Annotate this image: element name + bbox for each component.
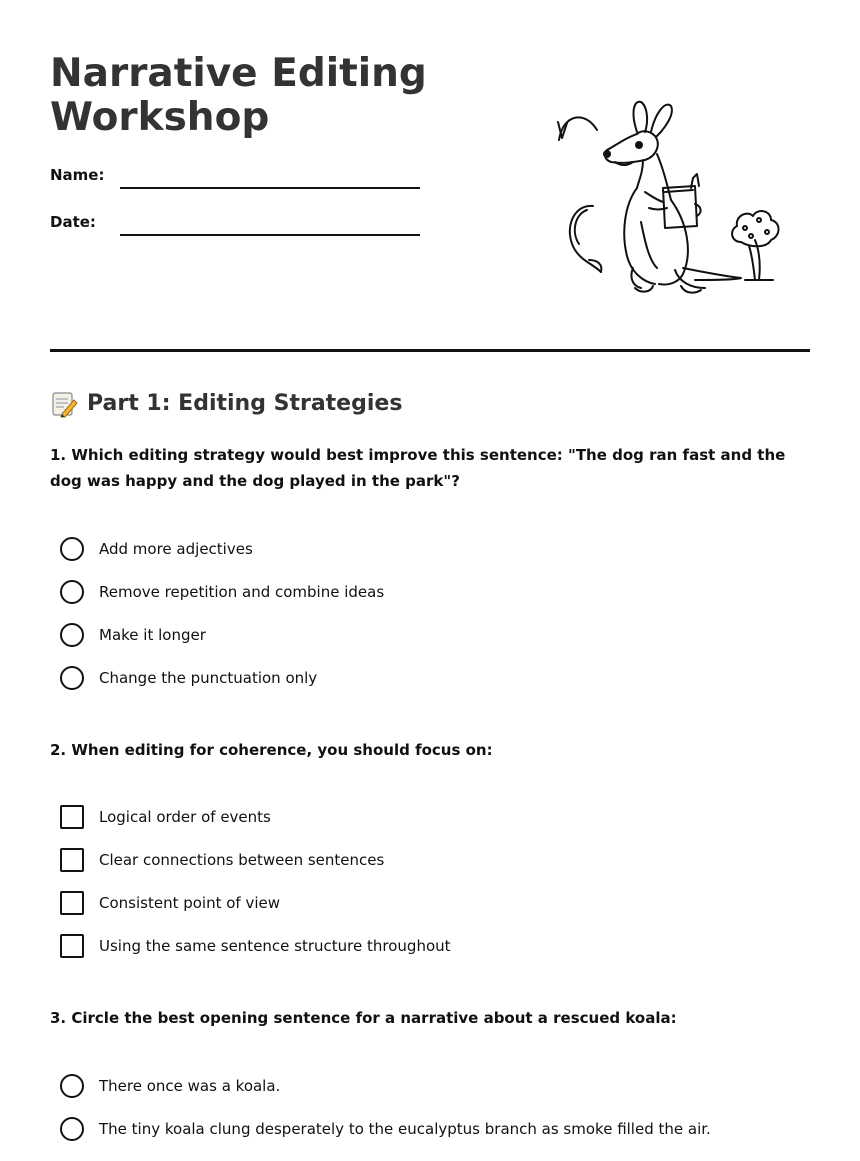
checkbox[interactable]	[60, 848, 84, 872]
header-divider	[50, 349, 810, 352]
option-label: Make it longer	[99, 626, 206, 644]
question-1-text: 1. Which editing strategy would best improve this sentence: "The dog ran fast and the dog was happy and the dog played in the park"?	[50, 446, 786, 490]
radio-button[interactable]	[60, 580, 84, 604]
question-2-option-4[interactable]	[60, 934, 451, 958]
option-label: There once was a koala.	[99, 1077, 281, 1095]
option-label: Consistent point of view	[99, 894, 281, 912]
option-label: Change the punctuation only	[99, 669, 318, 687]
checkbox[interactable]	[60, 891, 84, 915]
question-3-option-2[interactable]	[60, 1117, 711, 1141]
kangaroo-with-notebook-icon	[545, 92, 795, 297]
radio-button[interactable]	[60, 666, 84, 690]
question-1-option-3[interactable]	[60, 623, 206, 647]
option-label: Remove repetition and combine ideas	[99, 583, 385, 601]
worksheet-title: Narrative Editing Workshop	[50, 51, 427, 140]
question-2-text: 2. When editing for coherence, you should focus on:	[50, 741, 493, 759]
option-label: Logical order of events	[99, 808, 271, 826]
question-2-option-3[interactable]	[60, 891, 280, 915]
option-label: Clear connections between sentences	[99, 851, 385, 869]
section-title-text: Part 1: Editing Strategies	[87, 391, 403, 416]
name-field[interactable]	[120, 187, 420, 189]
question-1-option-4[interactable]	[60, 666, 317, 690]
memo-pencil-icon	[50, 390, 78, 418]
radio-button[interactable]	[60, 1117, 84, 1141]
checkbox[interactable]	[60, 805, 84, 829]
date-label: Date:	[50, 213, 96, 231]
radio-button[interactable]	[60, 537, 84, 561]
question-1-option-1[interactable]	[60, 537, 253, 561]
section-title	[50, 388, 402, 420]
radio-button[interactable]	[60, 1074, 84, 1098]
radio-button[interactable]	[60, 623, 84, 647]
question-1-option-2[interactable]	[60, 580, 384, 604]
name-label: Name:	[50, 166, 105, 184]
option-label: Add more adjectives	[99, 540, 253, 558]
option-label: Using the same sentence structure throughout	[99, 937, 451, 955]
question-2-option-1[interactable]	[60, 805, 271, 829]
option-label: The tiny koala clung desperately to the eucalyptus branch as smoke filled the air.	[99, 1120, 711, 1138]
checkbox[interactable]	[60, 934, 84, 958]
question-3-option-1[interactable]	[60, 1074, 280, 1098]
date-field[interactable]	[120, 234, 420, 236]
question-3-text: 3. Circle the best opening sentence for a narrative about a rescued koala:	[50, 1009, 677, 1027]
question-2-option-2[interactable]	[60, 848, 384, 872]
